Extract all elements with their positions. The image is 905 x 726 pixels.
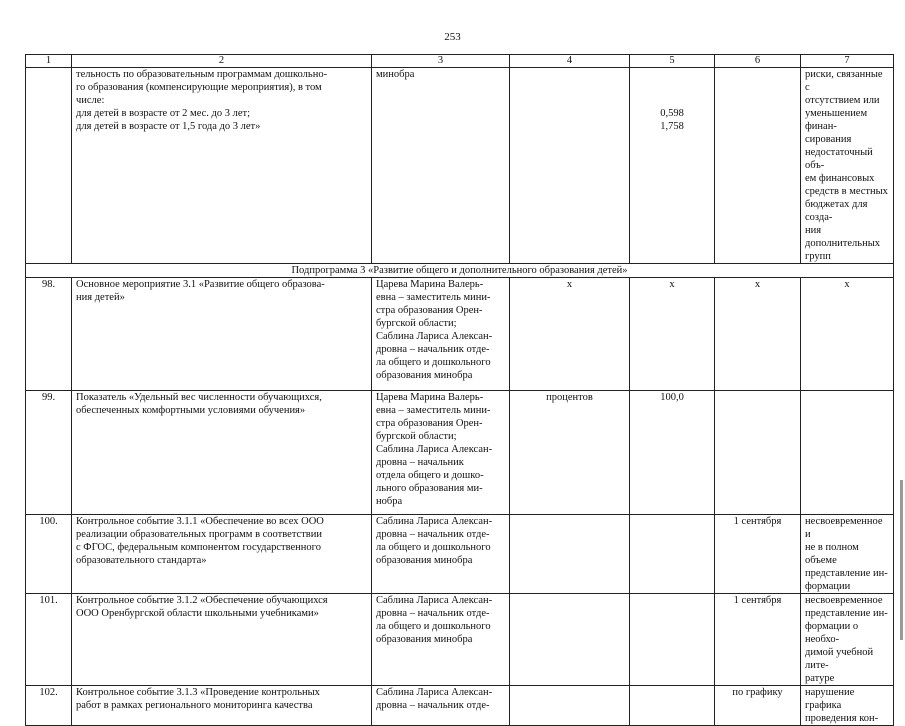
deadline: [715, 68, 801, 264]
unit: [510, 515, 630, 594]
value: 100,0: [630, 391, 715, 515]
row-number: 102.: [26, 686, 72, 726]
table-row: [26, 391, 894, 515]
risks: х: [801, 278, 894, 391]
risks: нарушение графика проведения кон-: [801, 686, 894, 726]
header-cell-2: 2: [72, 55, 372, 68]
header-cell-4: 4: [510, 55, 630, 68]
subprogram-title: Подпрограмма 3 «Развитие общего и дополнительного образования детей»: [26, 264, 894, 278]
header-cell-6: 6: [715, 55, 801, 68]
unit: процентов: [510, 391, 630, 515]
deadline: 1 сентября: [715, 515, 801, 594]
unit: [510, 68, 630, 264]
header-cell-3: 3: [372, 55, 510, 68]
risks: несвоевременное и не в полном объеме представление ин- формации: [801, 515, 894, 594]
row-number: 98.: [26, 278, 72, 391]
row-number: [26, 68, 72, 264]
risks: несвоевременное представление ин- формации о необхо- димой учебной лите- ратуре: [801, 594, 894, 686]
deadline: х: [715, 278, 801, 391]
row-number: 100.: [26, 515, 72, 594]
table-row: [26, 278, 894, 391]
subprogram-row: [26, 264, 894, 278]
value: [630, 515, 715, 594]
row-number: 99.: [26, 391, 72, 515]
event-name: Контрольное событие 3.1.1 «Обеспечение во всех ООО реализации образовательных программ в соответствии с ФГОС, федеральным компонентом государственного образовательного стандарта»: [72, 515, 372, 594]
deadline: 1 сентября: [715, 594, 801, 686]
program-table: [25, 54, 894, 726]
risks: риски, связанные с отсутствием или уменьшением финан- сирования недостаточный объ- ем финансовых средств в местных бюджетах для созда- ния дополнительных групп: [801, 68, 894, 264]
unit: х: [510, 278, 630, 391]
value: 0,598 1,758: [630, 68, 715, 264]
event-name: Контрольное событие 3.1.3 «Проведение контрольных работ в рамках регионального мониторинга качества: [72, 686, 372, 726]
event-name: Основное мероприятие 3.1 «Развитие общего образова- ния детей»: [72, 278, 372, 391]
risks: [801, 391, 894, 515]
table-row: [26, 68, 894, 264]
responsible: Саблина Лариса Алексан- дровна – начальник отде-: [372, 686, 510, 726]
header-row: [26, 55, 894, 68]
deadline: [715, 391, 801, 515]
header-cell-5: 5: [630, 55, 715, 68]
header-cell-7: 7: [801, 55, 894, 68]
responsible: Саблина Лариса Алексан- дровна – начальник отде- ла общего и дошкольного образования минобра: [372, 515, 510, 594]
scan-edge-shadow: [900, 480, 903, 640]
responsible: минобра: [372, 68, 510, 264]
table-row: [26, 515, 894, 594]
value: х: [630, 278, 715, 391]
responsible: Саблина Лариса Алексан- дровна – начальник отде- ла общего и дошкольного образования минобра: [372, 594, 510, 686]
responsible: Царева Марина Валерь- евна – заместитель мини- стра образования Орен- бургской области; Саблина Лариса Алексан- дровна – начальник отде- ла общего и дошкольного образования минобра: [372, 278, 510, 391]
unit: [510, 686, 630, 726]
deadline: по графику: [715, 686, 801, 726]
event-name: Контрольное событие 3.1.2 «Обеспечение обучающихся ООО Оренбургской области школьными учебниками»: [72, 594, 372, 686]
row-number: 101.: [26, 594, 72, 686]
event-name: тельность по образовательным программам дошкольно- го образования (компенсирующие мероприятия), в том числе: для детей в возрасте от 2 мес. до 3 лет; для детей в возрасте от 1,5 года до 3 лет»: [72, 68, 372, 264]
value: [630, 686, 715, 726]
page-number: 253: [444, 31, 461, 43]
header-cell-1: 1: [26, 55, 72, 68]
event-name: Показатель «Удельный вес численности обучающихся, обеспеченных комфортными условиями обучения»: [72, 391, 372, 515]
table-row: [26, 686, 894, 726]
responsible: Царева Марина Валерь- евна – заместитель мини- стра образования Орен- бургской области; Саблина Лариса Алексан- дровна – начальник отдела общего и дошко- льного образования ми- нобра: [372, 391, 510, 515]
